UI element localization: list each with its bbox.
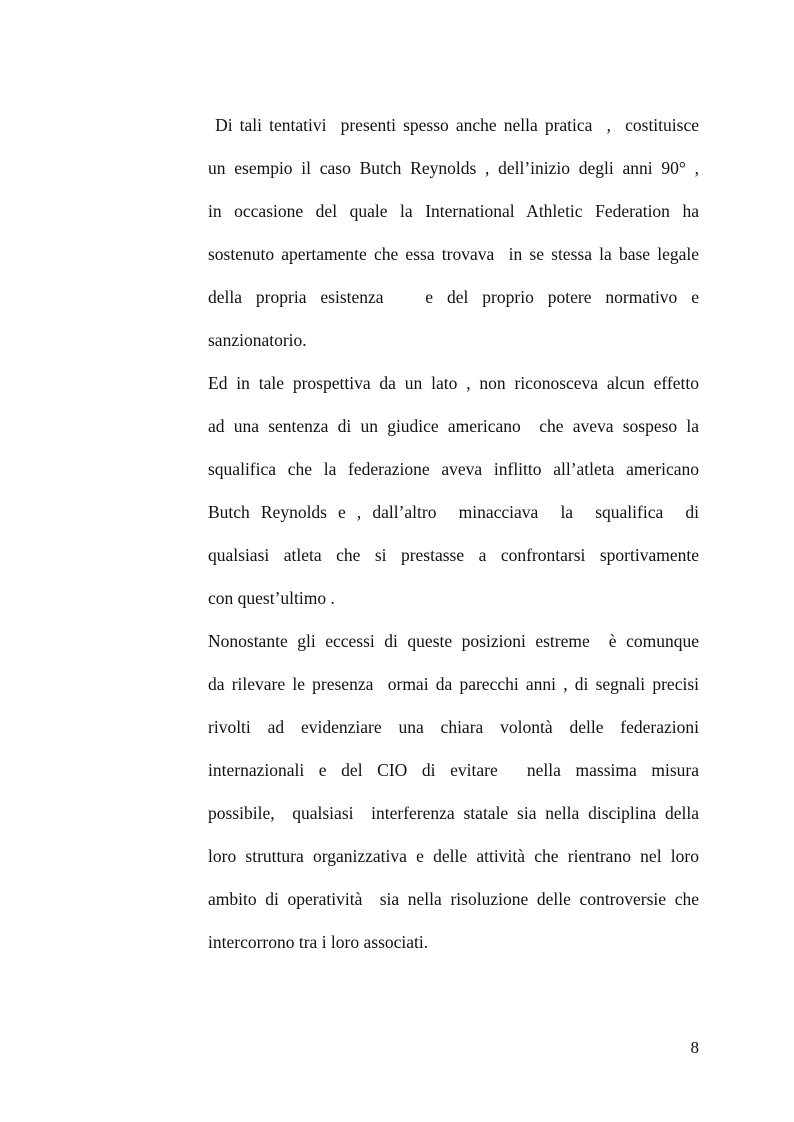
text-line: con quest’ultimo . [208, 588, 335, 608]
text-line: Butch Reynolds e , dall’altro minacciava la squalifica di [208, 502, 699, 522]
text-line: della propria esistenza e del proprio potere normativo e [208, 287, 699, 307]
document-body [208, 110, 699, 970]
text-line: un esempio il caso Butch Reynolds , dell’inizio degli anni 90° , [208, 158, 699, 178]
text-line: Di tali tentativi presenti spesso anche nella pratica , costituisce [208, 115, 699, 135]
text-line: da rilevare le presenza ormai da parecchi anni , di segnali precisi [208, 674, 699, 694]
paragraph-1 [208, 110, 699, 368]
paragraph-3 [208, 626, 699, 970]
text-line: intercorrono tra i loro associati. [208, 932, 429, 952]
text-line: squalifica che la federazione aveva inflitto all’atleta americano [208, 459, 699, 479]
text-line: Ed in tale prospettiva da un lato , non riconosceva alcun effetto [208, 373, 699, 393]
text-line: internazionali e del CIO di evitare nella massima misura [208, 760, 699, 780]
text-line: ambito di operatività sia nella risoluzione delle controversie che [208, 889, 699, 909]
text-line: Nonostante gli eccessi di queste posizioni estreme è comunque [208, 631, 699, 651]
text-line: sanzionatorio. [208, 330, 307, 350]
text-line: loro struttura organizzativa e delle attività che rientrano nel loro [208, 846, 699, 866]
text-line: in occasione del quale la International Athletic Federation ha [208, 201, 699, 221]
text-line: qualsiasi atleta che si prestasse a confrontarsi sportivamente [208, 545, 699, 565]
text-line: possibile, qualsiasi interferenza statale sia nella disciplina della [208, 803, 699, 823]
paragraph-2 [208, 368, 699, 626]
text-line: sostenuto apertamente che essa trovava in se stessa la base legale [208, 244, 699, 264]
text-line: rivolti ad evidenziare una chiara volontà delle federazioni [208, 717, 699, 737]
text-line: ad una sentenza di un giudice americano che aveva sospeso la [208, 416, 699, 436]
page-number: 8 [690, 1038, 699, 1057]
